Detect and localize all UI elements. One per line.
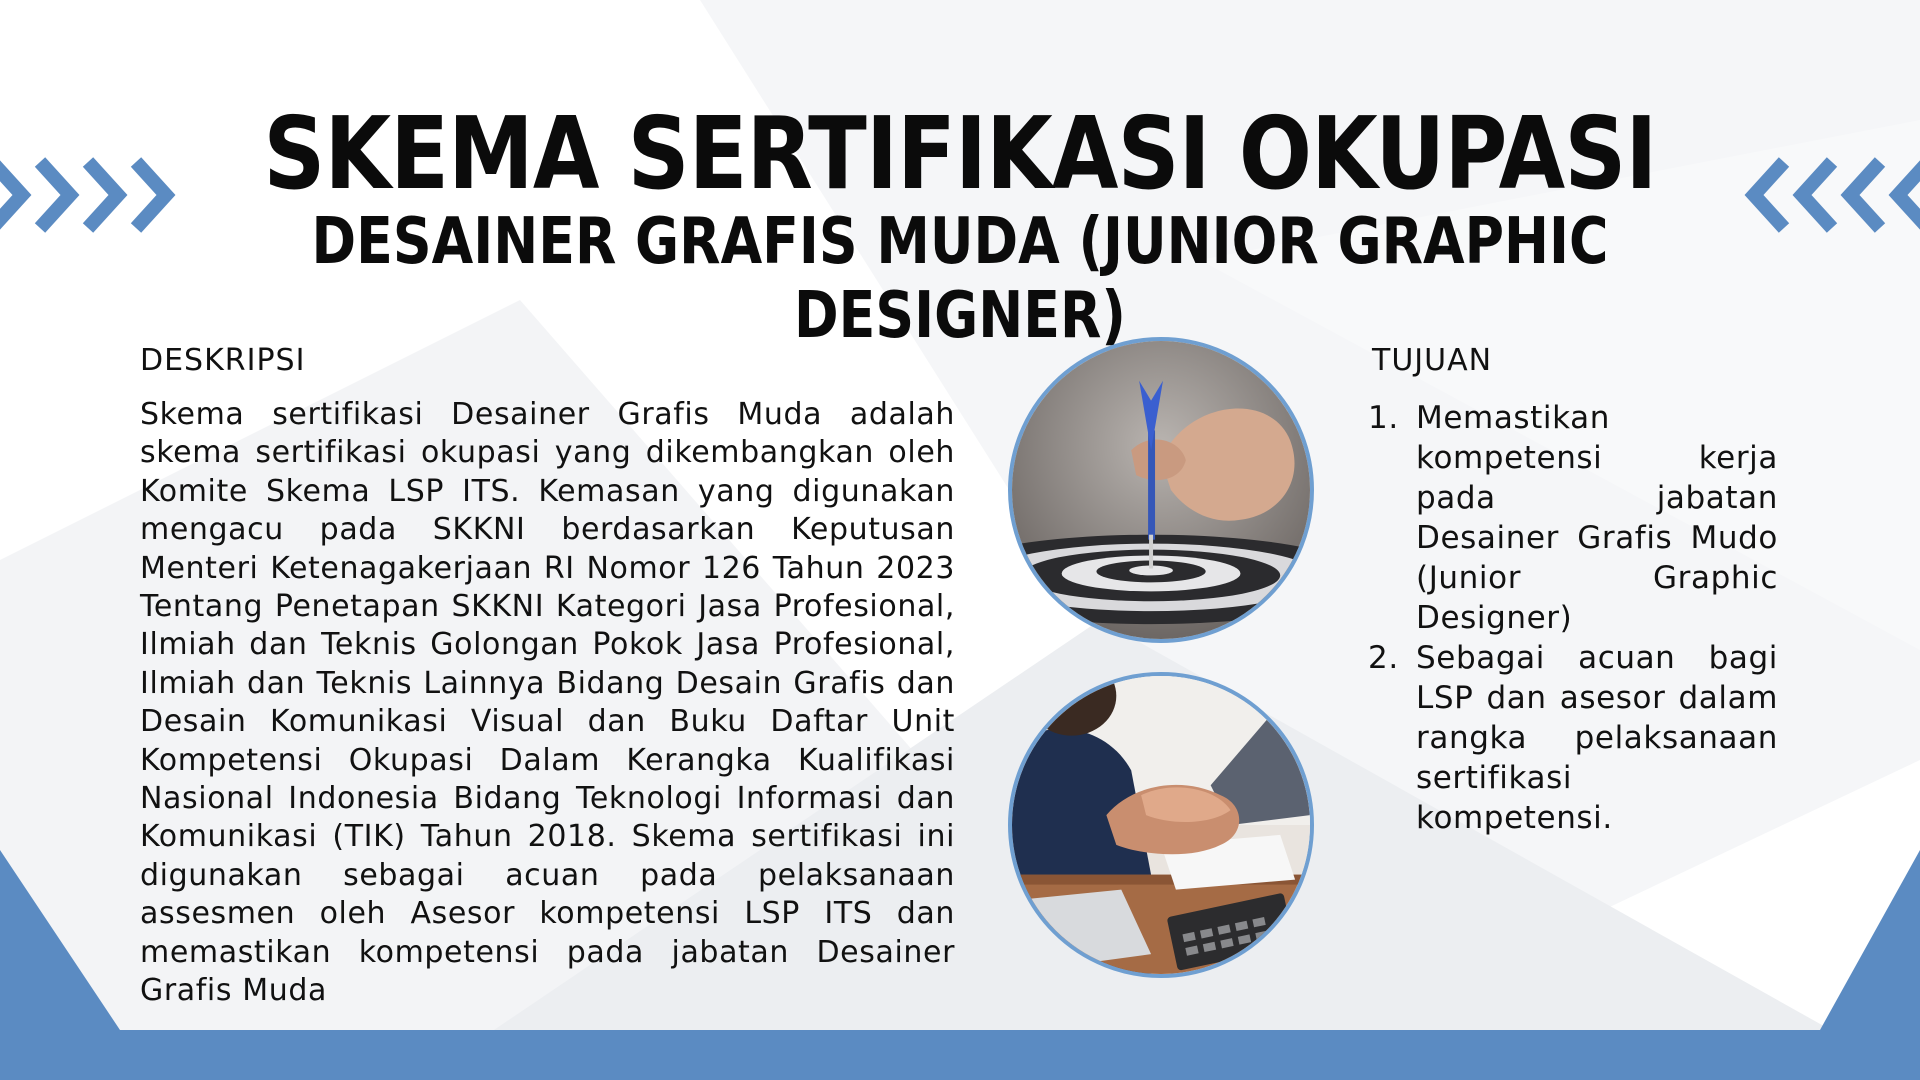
deskripsi-label: DESKRIPSI bbox=[140, 343, 306, 378]
dart-target-photo bbox=[1008, 337, 1314, 643]
list-item-text: Sebagai acuan bagi LSP dan asesor dalam rangka pelaksanaan sertifikasi kompetensi. bbox=[1416, 640, 1778, 836]
list-item-number: 1. bbox=[1368, 400, 1399, 436]
deskripsi-text: Skema sertifikasi Desainer Grafis Muda adalah skema sertifikasi okupasi yang dikembangkan oleh Komite Skema LSP ITS. Kemasan yang digunakan mengacu pada SKKNI berdasarkan Keputusan Menteri Ketenagakerjaan RI Nomor 126 Tahun 2023 Tentang Penetapan SKKNI Kategori Jasa Profesional, Ilmiah dan Teknis Golongan Pokok Jasa Profesional, Ilmiah dan Teknis Lainnya Bidang Desain Grafis dan Desain Komunikasi Visual dan Buku Daftar Unit Kompetensi Okupasi Dalam Kerangka Kualifikasi Nasional Indonesia Bidang Teknologi Informasi dan Komunikasi (TIK) Tahun 2018. Skema sertifikasi ini digunakan sebagai acuan pada pelaksanaan assesmen oleh Asesor kompetensi LSP ITS dan memastikan kompetensi pada jabatan Desainer Grafis Muda bbox=[140, 397, 955, 1009]
page-title: SKEMA SERTIFIKASI OKUPASI bbox=[263, 95, 1657, 212]
handshake-photo bbox=[1008, 672, 1314, 978]
tujuan-list bbox=[1368, 398, 1778, 838]
list-item-number: 2. bbox=[1368, 640, 1399, 676]
page-subtitle: DESAINER GRAFIS MUDA (JUNIOR GRAPHIC DESIGNER) bbox=[311, 205, 1609, 353]
tujuan-label: TUJUAN bbox=[1372, 343, 1493, 378]
list-item-text: Memastikan kompetensi kerja pada jabatan Desainer Grafis Mudo (Junior Graphic Designer) bbox=[1416, 400, 1778, 636]
list-item bbox=[1368, 638, 1778, 838]
list-item bbox=[1368, 398, 1778, 638]
